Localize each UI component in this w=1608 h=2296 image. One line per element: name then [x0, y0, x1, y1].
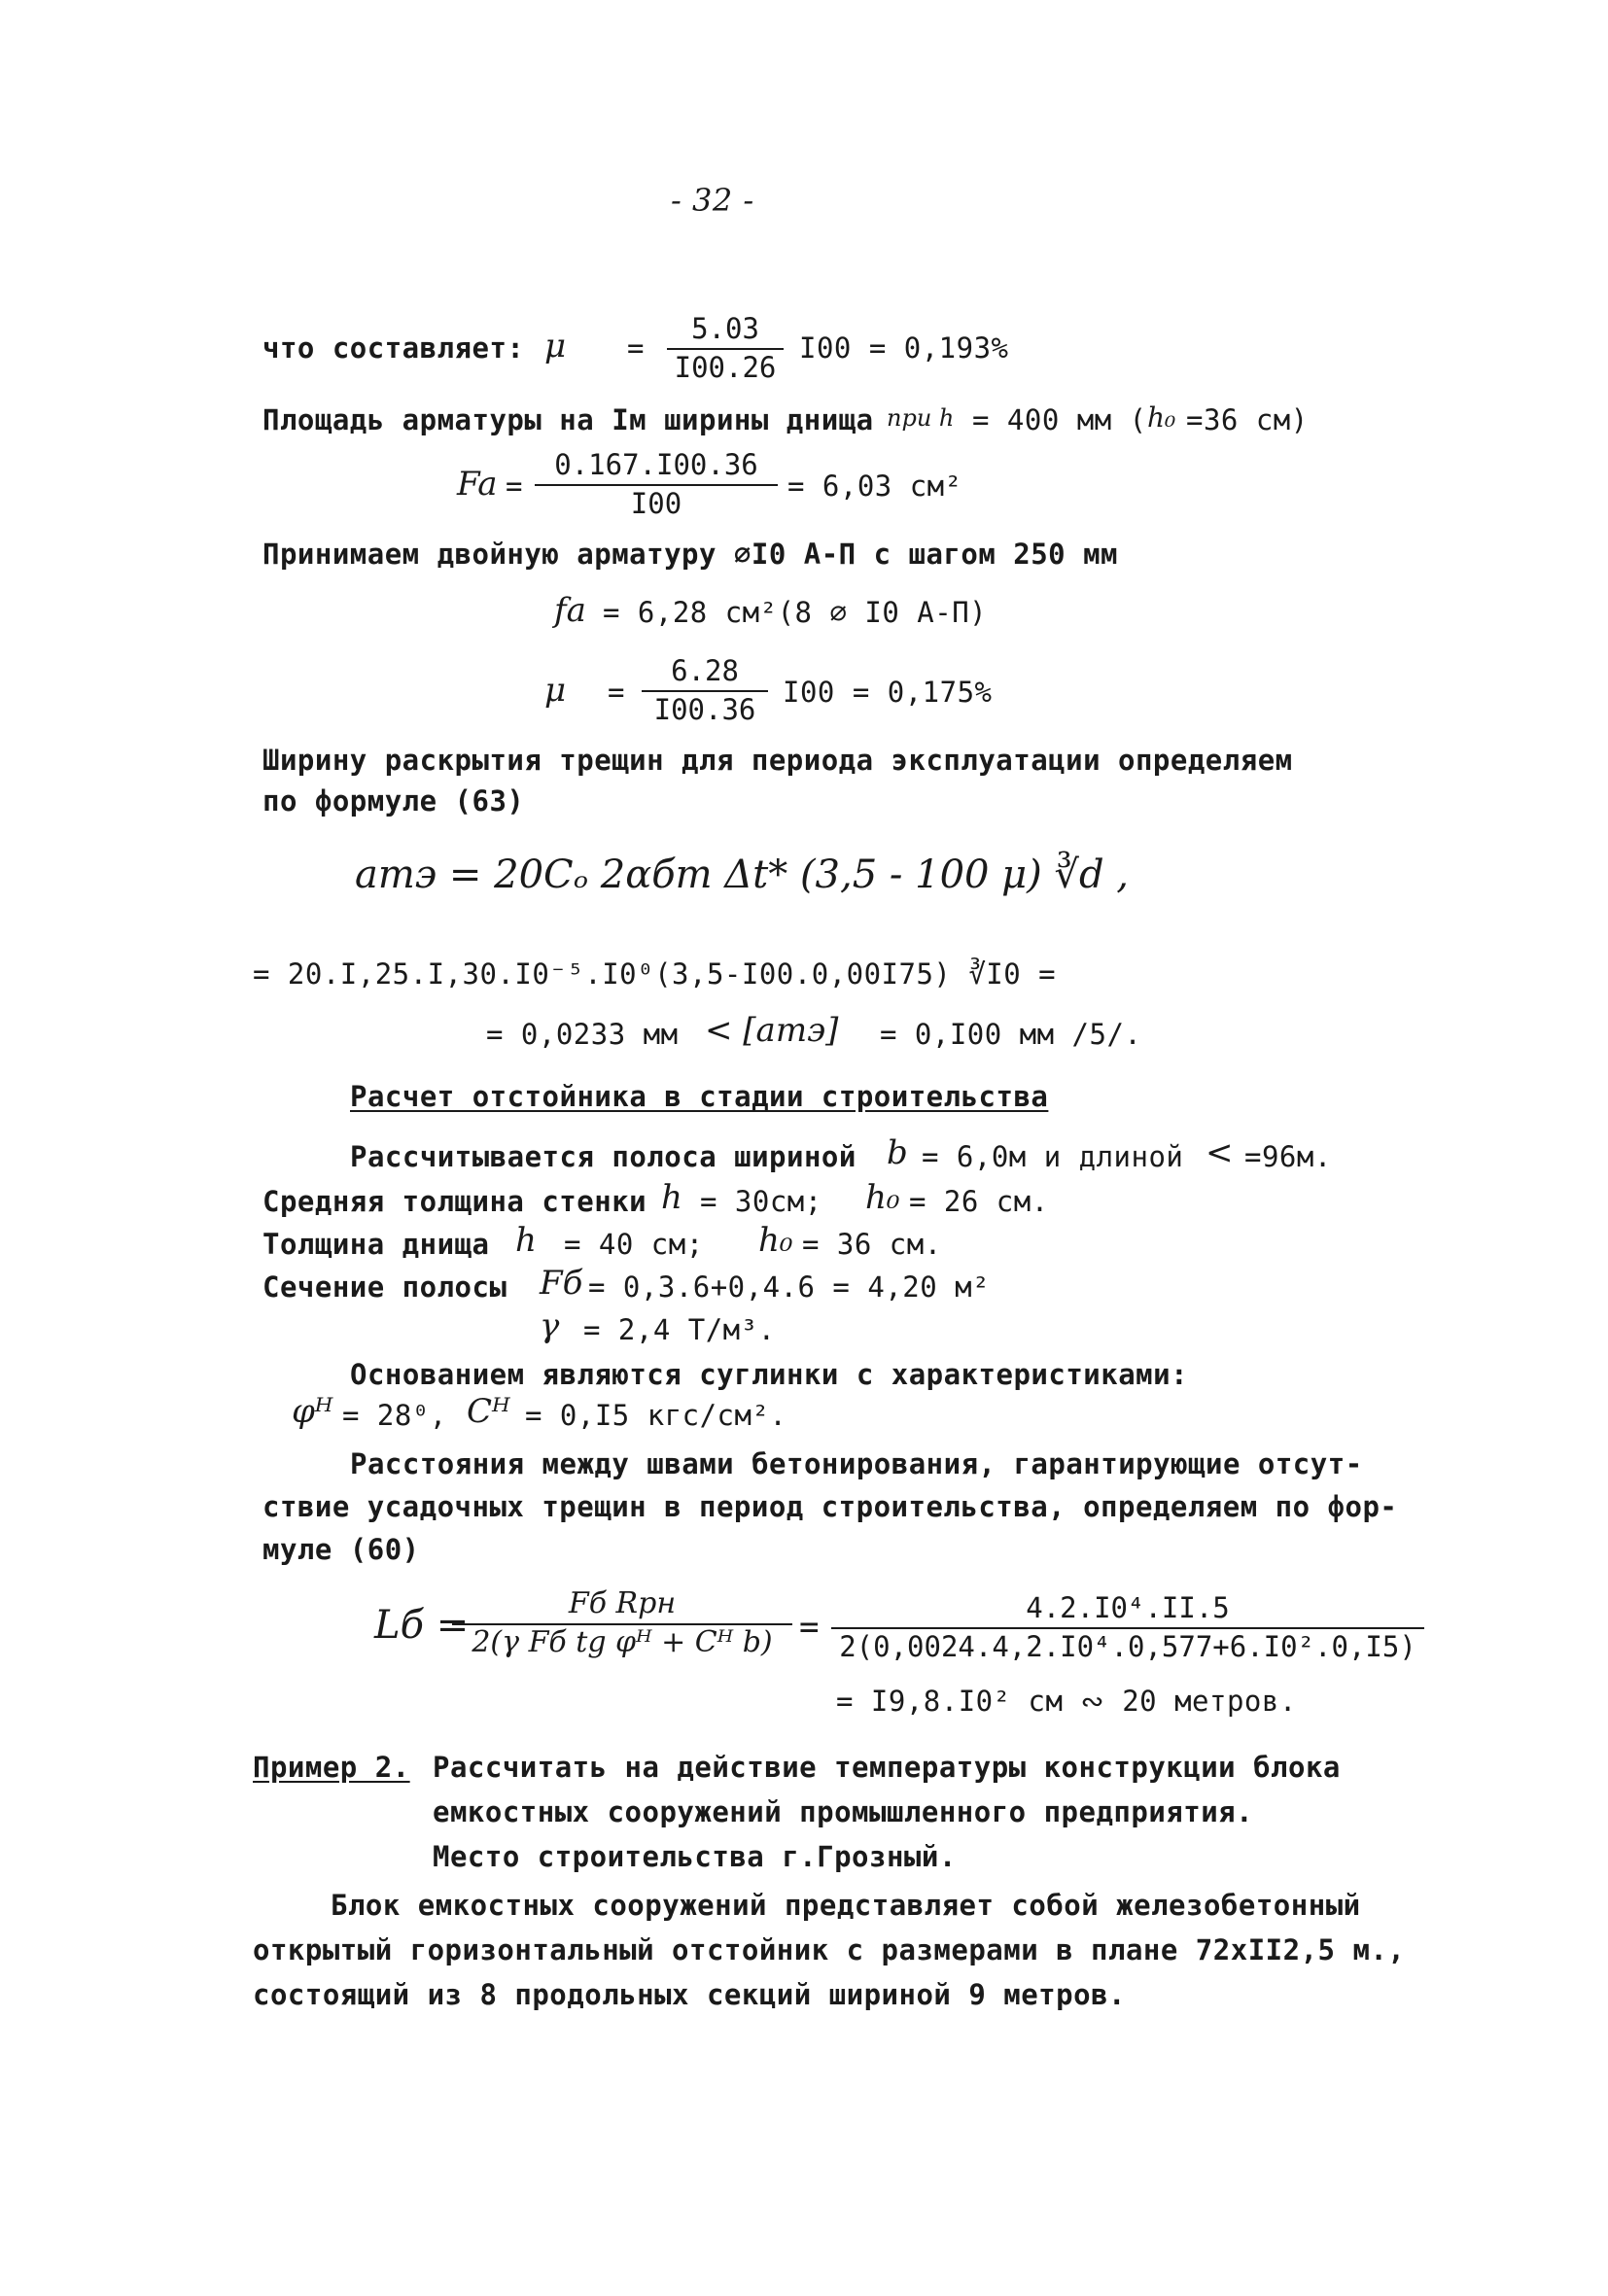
equals-sign: = — [799, 1608, 820, 1647]
section-heading: Расчет отстойника в стадии строительства — [350, 1080, 1049, 1113]
handwritten-bound: < [aтэ] — [705, 1011, 839, 1050]
fraction-numerator: 5.03 — [667, 311, 784, 350]
text-line: = 0,I00 мм /5/. — [880, 1018, 1142, 1051]
equals-sign: = — [627, 331, 645, 365]
text-line: Расстояния между швами бетонирования, гарантирующие отсут- — [350, 1447, 1363, 1480]
text-line: открытый горизонтальный отстойник с размерами в плане 72хII2,5 м., — [253, 1933, 1406, 1966]
text-line: Средняя толщина стенки — [262, 1185, 647, 1218]
handwritten-h0: h₀ — [1147, 401, 1176, 434]
handwritten-symbol: Cᴴ — [467, 1392, 510, 1431]
text-line: по формуле (63) — [262, 784, 525, 818]
fraction-denominator: I00.36 — [653, 693, 756, 726]
text-line: = 6,28 см²(8 ⌀ I0 А-П) — [603, 596, 988, 629]
text-line: = 400 мм ( — [972, 403, 1147, 436]
text-line: состоящий из 8 продольных секций шириной 9 метров. — [253, 1978, 1126, 2011]
text-line: = 28⁰, — [342, 1399, 447, 1432]
text-line: Сечение полосы — [262, 1270, 507, 1304]
handwritten-symbol: < — [1206, 1133, 1234, 1172]
text-line: = 36 см. — [802, 1228, 942, 1261]
fraction-numerator: 4.2.I0⁴.II.5 — [831, 1590, 1424, 1629]
text-line: =36 см) — [1186, 403, 1309, 436]
handwritten-symbol: γ — [540, 1306, 560, 1345]
equals-sign: = — [608, 676, 625, 709]
fa-symbol: Fa — [457, 465, 498, 504]
example-label: Пример 2. — [253, 1751, 410, 1784]
text-line: = 20.I,25.I,30.I0⁻⁵.I0⁰(3,5-I00.0,00I75) ∛I0 = — [253, 957, 1057, 991]
mu-symbol: μ — [544, 671, 567, 710]
handwritten-formula: aтэ = 20Cₒ 2αбт Δt* (3,5 - 100 μ) ∛d , — [355, 852, 1130, 897]
text-line: Рассчитывается полоса шириной — [350, 1140, 856, 1173]
text-line: Блок емкостных сооружений представляет собой железобетонный — [331, 1889, 1361, 1922]
text-line: Рассчитать на действие температуры конструкции блока — [433, 1751, 1341, 1784]
text-line: = 6,03 см² — [787, 470, 962, 503]
handwritten-h: при h — [887, 404, 955, 432]
text-line: ствие усадочных трещин в период строительства, определяем по фор- — [262, 1490, 1398, 1523]
text-line: муле (60) — [262, 1533, 420, 1566]
text-line: =96м. — [1244, 1140, 1332, 1173]
handwritten-symbol: h₀ — [865, 1178, 900, 1217]
handwritten-symbol: Fб — [540, 1264, 583, 1303]
text-line: Принимаем двойную арматуру ⌀I0 А-П с шагом 250 мм — [262, 538, 1119, 571]
fraction-numerator: Fб Rрн — [452, 1586, 792, 1625]
text-line: = 0,3.6+0,4.6 = 4,20 м² — [588, 1270, 991, 1304]
text-line: что составляет: — [262, 331, 525, 365]
text-line: = 6,0м и длиной — [922, 1140, 1184, 1173]
fraction-numerator: 0.167.I00.36 — [535, 447, 778, 486]
fraction-denominator: 2(0,0024.4,2.I0⁴.0,577+6.I0².0,I5) — [839, 1630, 1416, 1663]
fraction-numerator: 6.28 — [642, 653, 768, 692]
text-line: = 30см; — [700, 1185, 822, 1218]
text-line: I00 = 0,175% — [783, 676, 993, 709]
handwritten-symbol: h — [515, 1221, 537, 1260]
text-line: Основанием являются суглинки с характеристиками: — [350, 1358, 1189, 1391]
fa-symbol: fa — [554, 591, 586, 630]
text-line: I00 = 0,193% — [799, 331, 1009, 365]
text-line: = 40 см; — [564, 1228, 704, 1261]
fraction-length — [831, 1590, 1424, 1664]
fraction-denominator: I00 — [630, 487, 682, 520]
handwritten-symbol: h₀ — [758, 1221, 793, 1260]
handwritten-symbol: b — [887, 1133, 908, 1172]
text-line: = 2,4 Т/м³. — [583, 1313, 776, 1346]
handwritten-symbol: h — [661, 1178, 682, 1217]
text-line: = 0,0233 мм — [486, 1018, 679, 1051]
page-number: - 32 - — [671, 182, 754, 219]
fraction-mu — [642, 653, 768, 727]
equals-sign: = — [506, 470, 523, 503]
fraction-area — [535, 447, 778, 521]
text-line: Ширину раскрытия трещин для периода эксплуатации определяем — [262, 744, 1293, 777]
text-line: Место строительства г.Грозный. — [433, 1840, 957, 1873]
fraction-denominator: 2(γ Fб tg φᴴ + Cᴴ b) — [472, 1625, 773, 1659]
text-line: = 0,I5 кгс/см². — [525, 1399, 787, 1432]
handwritten-symbol: φᴴ — [292, 1392, 333, 1431]
fraction-denominator: I00.26 — [674, 351, 777, 384]
handwritten-lhs: Lб = — [374, 1603, 470, 1648]
mu-symbol: μ — [544, 327, 567, 365]
text-line: = 26 см. — [909, 1185, 1049, 1218]
fraction-mu — [667, 311, 784, 385]
handwritten-fraction — [452, 1586, 792, 1660]
text-line: Площадь арматуры на Iм ширины днища — [262, 403, 874, 436]
text-line: Толщина днища — [262, 1228, 490, 1261]
text-line: = I9,8.I0² см ∾ 20 метров. — [836, 1685, 1297, 1718]
text-line: емкостных сооружений промышленного предприятия. — [433, 1795, 1254, 1828]
